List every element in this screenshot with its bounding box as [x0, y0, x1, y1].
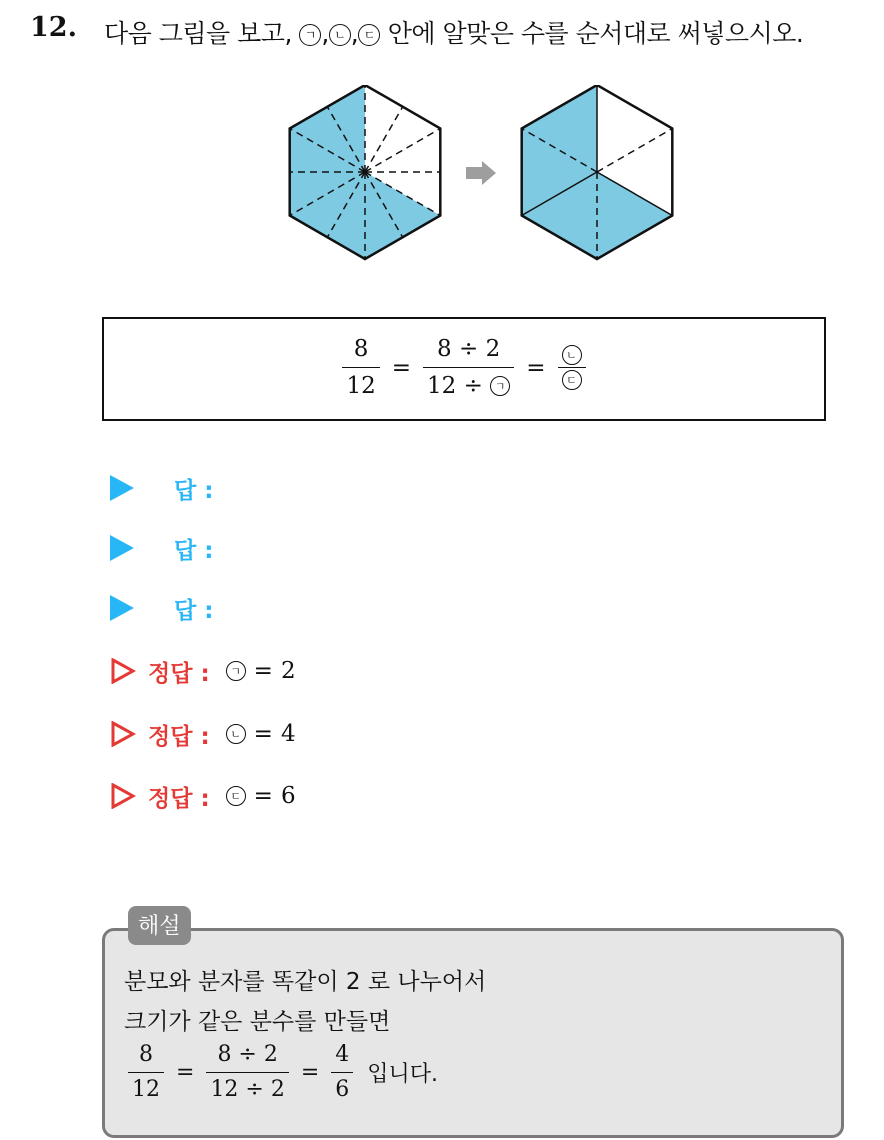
correct-answer-value	[226, 783, 296, 809]
fraction-divided	[423, 333, 514, 402]
equals-sign: =	[253, 783, 273, 809]
numerator: 8 ÷ 2	[217, 1042, 278, 1067]
numerator: 4	[335, 1042, 350, 1067]
answer-label: 답 :	[174, 477, 214, 504]
marker-nieun: ㄴ	[226, 724, 246, 744]
play-triangle-icon	[110, 595, 134, 621]
play-triangle-icon	[110, 535, 134, 561]
fraction-unknown	[558, 345, 586, 390]
denominator: 12 ÷ 2	[206, 1072, 288, 1105]
numerator: 8	[353, 336, 369, 362]
answer-number: 4	[280, 721, 296, 747]
denominator: 12	[342, 367, 379, 402]
partition-line	[365, 107, 403, 172]
outline-triangle-icon	[110, 783, 136, 809]
correct-answer-label: 정답 :	[148, 660, 210, 687]
denominator: 6	[331, 1072, 353, 1105]
question-text-after: 안에 알맞은 수를 순서대로 써넣으시오.	[380, 19, 804, 48]
explanation-equation	[122, 1040, 438, 1105]
correct-answer-label: 정답 :	[148, 723, 210, 750]
hexagon-figure	[280, 85, 700, 265]
partition-line	[597, 129, 672, 173]
partition-line	[365, 129, 440, 173]
answer-label: 답 :	[174, 597, 214, 624]
equals-sign: =	[176, 1060, 195, 1085]
numerator: 8	[139, 1042, 153, 1067]
marker-giyeok: ㄱ	[226, 661, 246, 681]
equation-row	[104, 333, 824, 402]
marker-digeut: ㄷ	[562, 370, 582, 390]
numerator	[558, 345, 586, 367]
marker-nieun: ㄴ	[562, 345, 582, 365]
fraction-8-12	[128, 1040, 164, 1105]
answer-number: 6	[280, 783, 296, 809]
equation-box	[102, 317, 826, 421]
arrow-right-icon	[466, 161, 496, 185]
comma: ,	[321, 19, 329, 48]
comma: ,	[350, 19, 359, 48]
denominator: 12	[128, 1072, 164, 1105]
marker-giyeok: ㄱ	[490, 376, 510, 396]
correct-answer	[110, 651, 296, 691]
hexagon-sixths	[522, 85, 673, 259]
answer-label: 답 :	[174, 537, 214, 564]
correct-answer	[110, 776, 296, 816]
correct-answer-label: 정답 :	[148, 785, 210, 812]
question-text-before: 다음 그림을 보고,	[104, 19, 300, 48]
equals-sign: =	[526, 354, 546, 381]
question-number: 12.	[30, 12, 77, 43]
denominator-text: 12 ÷	[427, 373, 483, 399]
outline-triangle-icon	[110, 658, 136, 684]
answer-prompt	[110, 468, 213, 508]
denominator	[558, 367, 586, 390]
play-triangle-icon	[110, 475, 134, 501]
equals-sign: =	[391, 354, 412, 381]
marker-giyeok: ㄱ	[299, 24, 321, 46]
answer-number: 2	[280, 658, 296, 684]
question-text	[104, 14, 803, 50]
explanation-line: 크기가 같은 분수를 만들면	[124, 1009, 391, 1035]
answer-prompt	[110, 528, 213, 568]
hexagon-twelfths	[290, 85, 441, 259]
denominator	[423, 367, 514, 402]
marker-nieun: ㄴ	[329, 24, 351, 46]
marker-digeut: ㄷ	[358, 24, 380, 46]
equals-sign: =	[253, 658, 273, 684]
explanation-tail: 입니다.	[367, 1062, 439, 1087]
correct-answer	[110, 714, 296, 754]
fraction-8-12	[342, 333, 379, 402]
outline-triangle-icon	[110, 721, 136, 747]
equals-sign: =	[253, 721, 273, 747]
fraction-4-6	[331, 1040, 353, 1105]
equals-sign: =	[300, 1060, 320, 1085]
marker-digeut: ㄷ	[226, 786, 246, 806]
correct-answer-value	[226, 658, 296, 684]
explanation-line: 분모와 분자를 똑같이 2 로 나누어서	[124, 969, 487, 995]
numerator: 8 ÷ 2	[437, 336, 501, 362]
answer-prompt	[110, 588, 213, 628]
fraction-divided	[206, 1040, 288, 1105]
correct-answer-value	[226, 721, 296, 747]
explanation-tag: 해설	[128, 906, 191, 945]
